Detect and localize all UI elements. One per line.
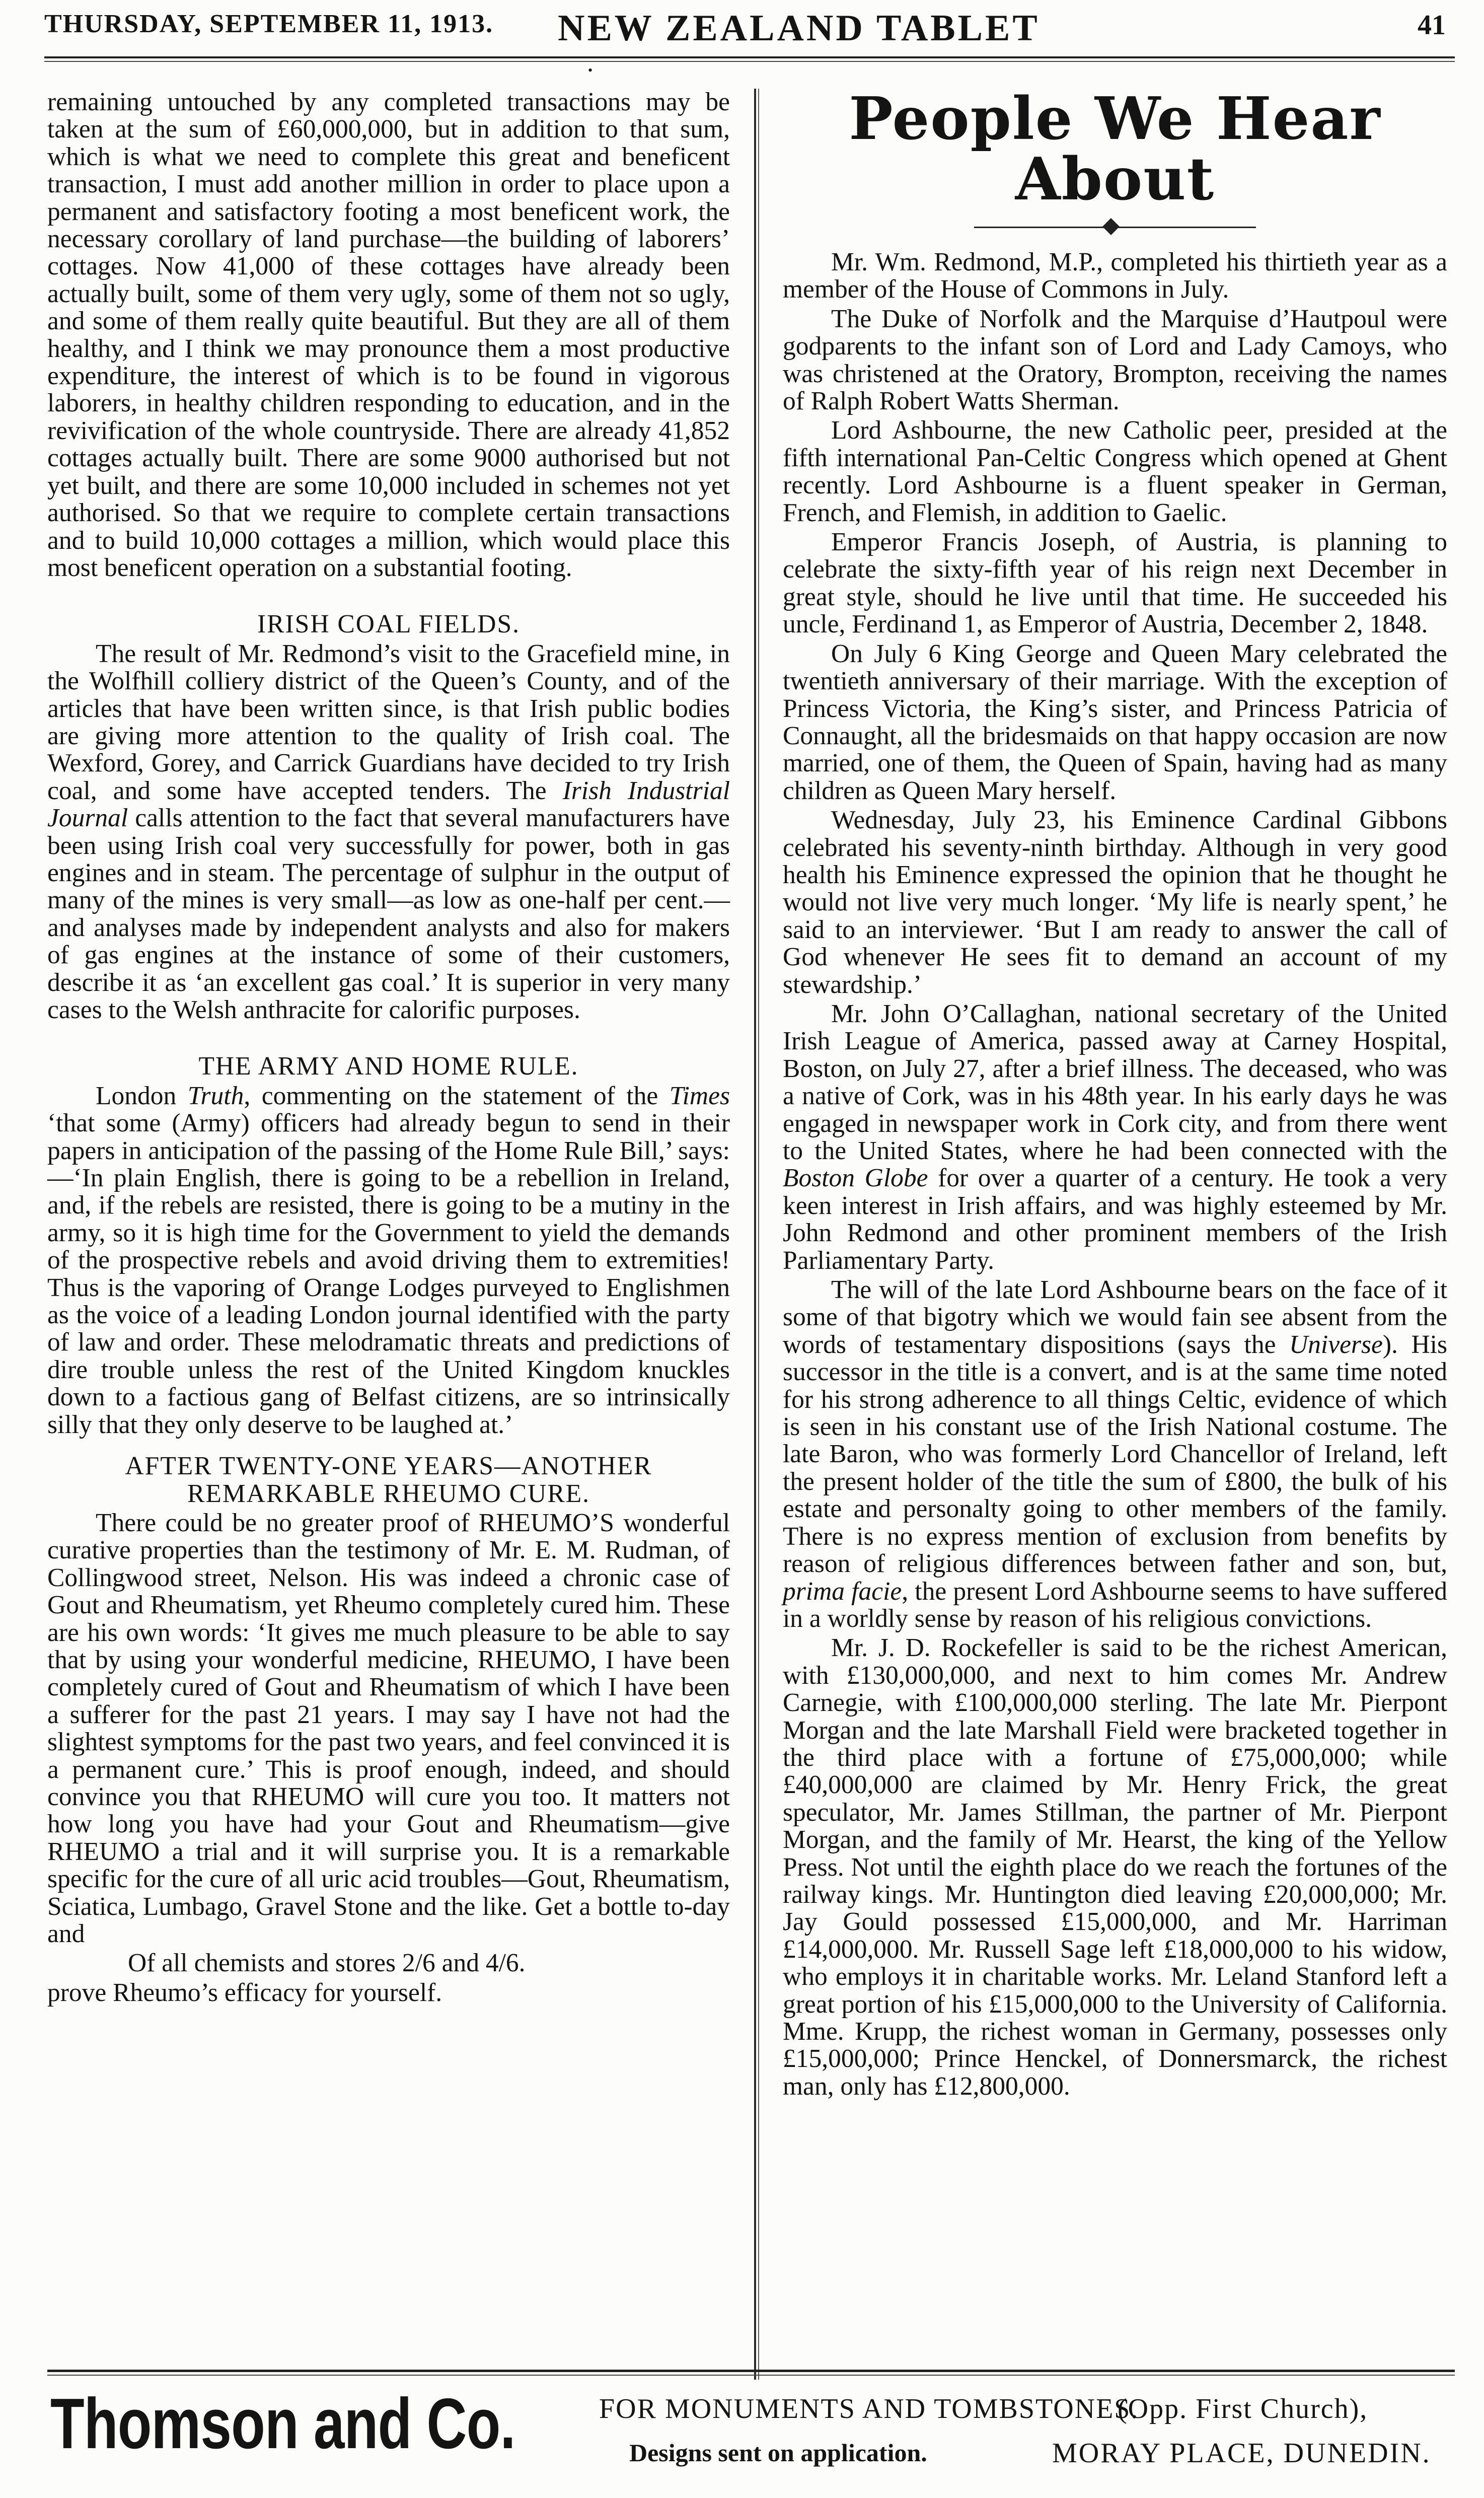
advert-address: MORAY PLACE, DUNEDIN. [1052, 2438, 1431, 2469]
section-heading-rheumo: AFTER TWENTY-ONE YEARS—ANOTHER REMARKABLE RHEUMO CURE. [125, 1452, 652, 1508]
journal-title: Universe [1289, 1330, 1383, 1359]
rheumo-price-line: Of all chemists and stores 2/6 and 4/6. [128, 1949, 526, 1978]
journal-title: Boston Globe [783, 1164, 928, 1193]
advertiser-name: Thomson and Co. [50, 2384, 515, 2464]
text-run: , the present Lord Ashbourne seems to have suffered in a worldly sense by reason of his religious convictions. [783, 1577, 1447, 1633]
text-run: The result of Mr. Redmond’s visit to the Gracefield mine, in the Wolfhill colliery district of the Queen’s County, and of the articles that have been written since, is that Irish public bodies are giving more attention to the quality of Irish coal. The Wexford, Gorey, and Carrick Guardians have decided to try Irish coal, and some have accepted tenders. The [47, 639, 730, 805]
text-run: The will of the late Lord Ashbourne bears on the face of it some of that bigotry which we would fain see absent from the words of testamentary dispositions (says the [783, 1275, 1447, 1359]
news-item: Emperor Francis Joseph, of Austria, is planning to celebrate the sixty-fifth year of his reign next December in great style, should he live until that time. He succeeded his uncle, Ferdinand 1, as Emperor of Austria, December 2, 1848. [783, 528, 1447, 639]
masthead-rule-thin [44, 61, 1455, 62]
news-item [783, 1276, 1447, 1632]
ornament-dot-icon: • [588, 63, 593, 78]
masthead-rule [44, 56, 1455, 58]
advert-landmark: (Opp. First Church), [1118, 2393, 1368, 2424]
column-divider [754, 89, 756, 2380]
advert-service-line [599, 2393, 1368, 2425]
issue-date: THURSDAY, SEPTEMBER 11, 1913. [44, 10, 494, 38]
text-run: ). His successor in the title is a convert, and is at the same time noted for his strong adherence to all things Celtic, evidence of which is seen in his constant use of the Irish National costume. The late Baron, who was formerly Lord Chancellor of Ireland, left the present holder of the title the sum of £800, the bulk of his estate and personalty going to other members of the family. There is no express mention of exclusion from benefits by reason of religious differences between father and son, but, [783, 1330, 1447, 1579]
section-heading-irish-coal: IRISH COAL FIELDS. [257, 610, 520, 639]
army-home-rule-paragraph [47, 1083, 730, 1439]
text-run: London [96, 1081, 188, 1110]
news-item: Mr. Wm. Redmond, M.P., completed his thirtieth year as a member of the House of Commons in July. [783, 248, 1447, 304]
page-number: 41 [1418, 10, 1446, 41]
text-run: calls attention to the fact that several manufacturers have been using Irish coal very successfully for power, both in gas engines and in steam. The percentage of sulphur in the output of many of the mines is very small—as low as one-half per cent.—and analyses made by independent analysts and also for makers of gas engines at the instance of some of their customers, describe it as ‘an excellent gas coal.’ It is superior in very many cases to the Welsh anthracite for calorific purposes. [47, 804, 730, 1024]
rheumo-closing-line: prove Rheumo’s efficacy for yourself. [47, 1978, 442, 2007]
latin-phrase: prima facie [783, 1577, 902, 1606]
journal-title: Times [669, 1081, 730, 1110]
text-run: for over a quarter of a century. He took a very keen interest in Irish affairs, and was highly esteemed by Mr. John Redmond and other prominent members of the Irish Parliamentary Party. [783, 1164, 1447, 1275]
publication-title: NEW ZEALAND TABLET [558, 8, 1040, 49]
advert-services: FOR MONUMENTS AND TOMBSTONES. [599, 2393, 1139, 2424]
news-item: The Duke of Norfolk and the Marquise d’Hautpoul were godparents to the infant son of Lord and Lady Camoys, who was christened at the Oratory, Brompton, receiving the names of Ralph Robert Watts Sherman. [783, 304, 1447, 416]
news-item: Mr. J. D. Rockefeller is said to be the richest American, with £130,000,000, and next to him comes Mr. Andrew Carnegie, with £100,000,000 sterling. The late Mr. Pierpont Morgan and the late Marshall Field were bracketed together in the third place with a fortune of £75,000,000; while £40,000,000 are claimed by Mr. Henry Frick, the great speculator, Mr. James Stillman, the partner of Mr. Pierpont Morgan, and the family of Mr. Hearst, the king of the Yellow Press. Not until the eighth place do we reach the fortunes of the railway kings. Mr. Huntington died leaving £20,000,000; Mr. Jay Gould possessed £15,000,000, and Mr. Harriman £14,000,000. Mr. Russell Sage left £18,000,000 to his widow, who employs it in charitable works. Mr. Leland Stanford left a great portion of his £15,000,000 to the University of California. Mme. Krupp, the richest woman in Germany, possesses only £15,000,000; Prince Henckel, of Donnersmarck, the richest man, only has £12,800,000. [783, 1633, 1447, 2101]
left-column [47, 89, 730, 2007]
intro-paragraph: remaining untouched by any completed transactions may be taken at the sum of £60,000,000, but in addition to that sum, which is what we need to complete this great and beneficent transaction, I must add another million in order to place upon a permanent and satisfactory footing a most beneficent work, the necessary corollary of land purchase—the building of laborers’ cottages. Now 41,000 of these cottages have already been actually built, some of them very ugly, some of them not so ugly, and some of them really quite beautiful. But they are all of them healthy, and I think we may pronounce them a most productive expenditure, the interest of which is to be found in vigorous laborers, in healthy children responding to education, and in the revivification of the whole countryside. There are already 41,852 cottages actually built. There are some 9000 authorised but not yet built, and there are some 10,000 included in schemes not yet authorised. So that we require to complete certain transactions and to build 10,000 cottages a million, which would place this most beneficent operation on a substantial footing. [47, 88, 730, 582]
footer-rule-thin [47, 2375, 1455, 2376]
journal-title: Truth [187, 1081, 244, 1110]
news-item: Wednesday, July 23, his Eminence Cardinal Gibbons celebrated his seventy-ninth birthday. Although in very good health his Eminence expressed the opinion that he thought he would not live very much longer. ‘My life is nearly spent,’ he said to an interviewer. ‘But I am ready to answer the call of God whenever He sees fit to demand an account of my stewardship.’ [783, 806, 1447, 999]
news-item: On July 6 King George and Queen Mary celebrated the twentieth anniversary of their marriage. With the exception of Princess Victoria, the King’s sister, and Princess Patricia of Connaught, all the bridesmaids on that happy occasion are now married, one of them, the Queen of Spain, having had as many children as Queen Mary herself. [783, 639, 1447, 805]
right-column [783, 85, 1447, 2101]
title-ornament [783, 209, 1447, 245]
text-run: ‘that some (Army) officers had already begun to send in their papers in anticipation of the passing of the Home Rule Bill,’ says:—‘In plain English, there is going to be a rebellion in Ireland, and, if the rebels are resisted, there is going to be a mutiny in the army, so it is high time for the Government to yield the demands of the prospective rebels and avoid driving them to extremities! Thus is the vaporing of Orange Lodges purveyed to Englishmen as the voice of a leading London journal identified with the party of law and order. These melodramatic threats and predictions of dire trouble unless the rest of the United Kingdom knuckles down to a factious gang of Belfast citizens, are so intrinsically silly that they only deserve to be laughed at.’ [47, 1109, 730, 1439]
column-divider-thin [758, 89, 759, 2380]
masthead [44, 7, 1455, 53]
text-run: Mr. John O’Callaghan, national secretary of the United Irish League of America, passed away at Carney Hospital, Boston, on July 27, after a brief illness. The deceased, who was a native of Cork, was in his 48th year. In his early days he was engaged in newspaper work in Cork city, and from there went to the United States, where he had been connected with the [783, 999, 1447, 1165]
news-item: Lord Ashbourne, the new Catholic peer, presided at the fifth international Pan-Celtic Congress which opened at Ghent recently. Lord Ashbourne is a fluent speaker in German, French, and Flemish, in addition to Gaelic. [783, 416, 1447, 527]
section-heading-army-home-rule: THE ARMY AND HOME RULE. [198, 1052, 579, 1081]
text-run: , commenting on the statement of the [244, 1081, 670, 1110]
advert-designs-line: Designs sent on application. [629, 2439, 927, 2467]
page-section-title: People We Hear About [849, 85, 1381, 213]
irish-coal-paragraph [47, 640, 730, 1024]
journal-title: Irish Industrial Journal [47, 776, 730, 833]
footer-rule [47, 2370, 1455, 2372]
rheumo-paragraph: There could be no greater proof of RHEUMO’S wonderful curative properties than the testimony of Mr. E. M. Rudman, of Collingwood street, Nelson. His was indeed a chronic case of Gout and Rheumatism, yet Rheumo completely cured him. These are his own words: ‘It gives me much pleasure to be able to say that by using your wonderful medicine, RHEUMO, I have been completely cured of Gout and Rheumatism of which I have been a sufferer for the past 21 years. I may say I have not had the slightest symptoms for the past two years, and feel convinced it is a permanent cure.’ This is proof enough, indeed, and should convince you that RHEUMO will cure you too. It matters not how long you have had your Gout and Rheumatism—give RHEUMO a trial and it will surprise you. It is a remarkable specific for the cure of all uric acid troubles—Gout, Rheumatism, Sciatica, Lumbago, Gravel Stone and the like. Get a bottle to-day and [47, 1508, 730, 1948]
diamond-ornament-icon [1102, 218, 1120, 235]
news-item [783, 1001, 1447, 1274]
